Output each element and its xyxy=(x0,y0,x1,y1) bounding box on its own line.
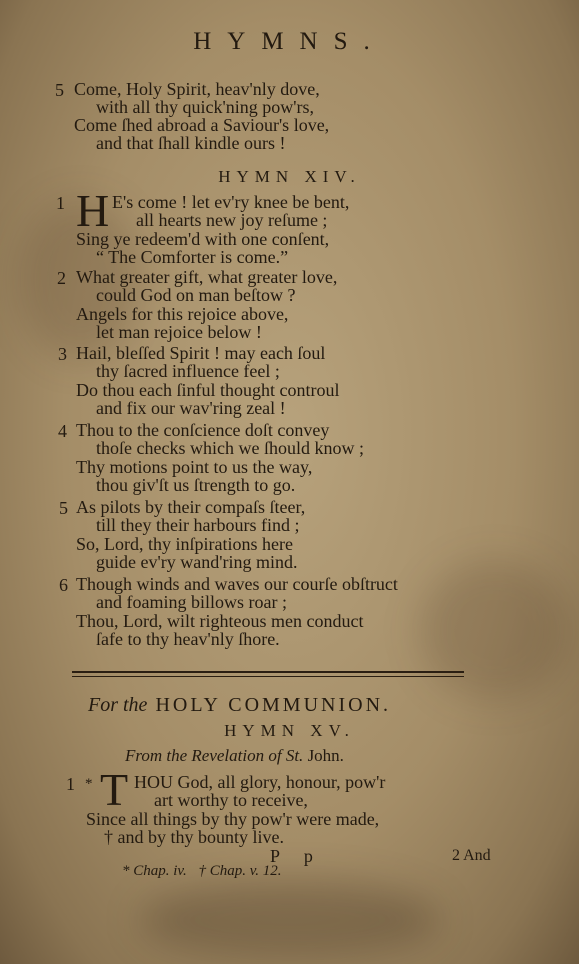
verse-line: till they their harbours find ; xyxy=(96,515,300,535)
verse-line: Thou to the conſcience doſt convey xyxy=(76,420,330,440)
verse-line: Come ſhed abroad a Saviour's love, xyxy=(74,115,330,135)
verse-line: let man rejoice below ! xyxy=(96,322,262,342)
verse-number: 1 xyxy=(66,774,75,794)
verse-line: E's come ! let ev'ry knee be bent, xyxy=(112,192,350,212)
verse-number: 1 xyxy=(56,193,65,213)
verse-number: 4 xyxy=(58,421,67,441)
footnote-mark: † xyxy=(198,863,206,879)
verse-line: ſafe to thy heav'nly ſhore. xyxy=(96,629,280,649)
verse-line: Hail, bleſſed Spirit ! may each ſoul xyxy=(76,343,326,363)
verse-line: † and by thy bounty live. xyxy=(104,827,284,847)
verse-line: Come, Holy Spirit, heav'nly dove, xyxy=(74,79,320,99)
hymn-subtitle xyxy=(125,746,344,766)
catchword: 2 And xyxy=(452,847,491,864)
section-rule xyxy=(72,671,464,673)
section-prefix: For the xyxy=(88,694,148,716)
verse-line: As pilots by their compaſs ſteer, xyxy=(76,497,306,517)
verse-line: with all thy quick'ning pow'rs, xyxy=(96,97,314,117)
footnotes xyxy=(122,863,282,880)
verse-line: So, Lord, thy inſpirations here xyxy=(76,534,293,554)
paper-stain xyxy=(420,560,570,700)
verse-line: and fix our wav'ring zeal ! xyxy=(96,398,286,418)
verse-line: guide ev'ry wand'ring mind. xyxy=(96,552,298,572)
verse-line: all hearts new joy reſume ; xyxy=(136,210,328,230)
footnote-ref: Chap. v. 12. xyxy=(209,863,282,879)
subtitle-italic: From the Revelation of St. xyxy=(125,746,304,765)
verse-number: 2 xyxy=(57,268,66,288)
paper-stain xyxy=(140,880,440,960)
section-heading: HOLY COMMUNION. xyxy=(155,694,392,716)
verse-line: Sing ye redeem'd with one conſent, xyxy=(76,229,330,249)
verse-line: thy ſacred influence feel ; xyxy=(96,361,280,381)
drop-cap: T xyxy=(100,764,129,815)
verse-line: thou giv'ſt us ſtrength to go. xyxy=(96,475,296,495)
section-rule xyxy=(72,676,464,677)
verse-number: 5 xyxy=(55,80,64,100)
verse-line: art worthy to receive, xyxy=(154,790,308,810)
drop-cap: H xyxy=(76,185,110,236)
hymn-title: HYMN XV. xyxy=(224,721,355,740)
verse-number: 6 xyxy=(59,575,68,595)
signature-mark: P p xyxy=(270,846,323,866)
verse-line: Thy motions point to us the way, xyxy=(76,457,313,477)
verse-line: Thou, Lord, wilt righteous men conduct xyxy=(76,611,364,631)
verse-line: could God on man beſtow ? xyxy=(96,285,296,305)
subtitle-roman: John. xyxy=(307,746,344,765)
verse-line: What greater gift, what greater love, xyxy=(76,267,338,287)
footnote-ref: Chap. iv. xyxy=(133,863,187,879)
verse-line: HOU God, all glory, honour, pow'r xyxy=(134,772,386,792)
verse-line: and that ſhall kindle ours ! xyxy=(96,133,286,153)
verse-number: 3 xyxy=(58,344,67,364)
verse-line: thoſe checks which we ſhould know ; xyxy=(96,438,364,458)
verse-line: Since all things by thy pow'r were made, xyxy=(86,809,380,829)
section-title xyxy=(88,694,391,717)
running-head: HYMNS. xyxy=(193,28,386,55)
hymn-title: HYMN XIV. xyxy=(218,167,361,186)
verse-line: Do thou each ſinful thought controul xyxy=(76,380,340,400)
verse-line: “ The Comforter is come.” xyxy=(96,247,289,267)
verse-line: and foaming billows roar ; xyxy=(96,592,287,612)
verse-line: Angels for this rejoice above, xyxy=(76,304,289,324)
footnote-mark: * xyxy=(122,863,130,879)
footnote-mark: * xyxy=(85,776,93,792)
verse-number: 5 xyxy=(59,498,68,518)
verse-line: Though winds and waves our courſe obſtruct xyxy=(76,574,398,594)
